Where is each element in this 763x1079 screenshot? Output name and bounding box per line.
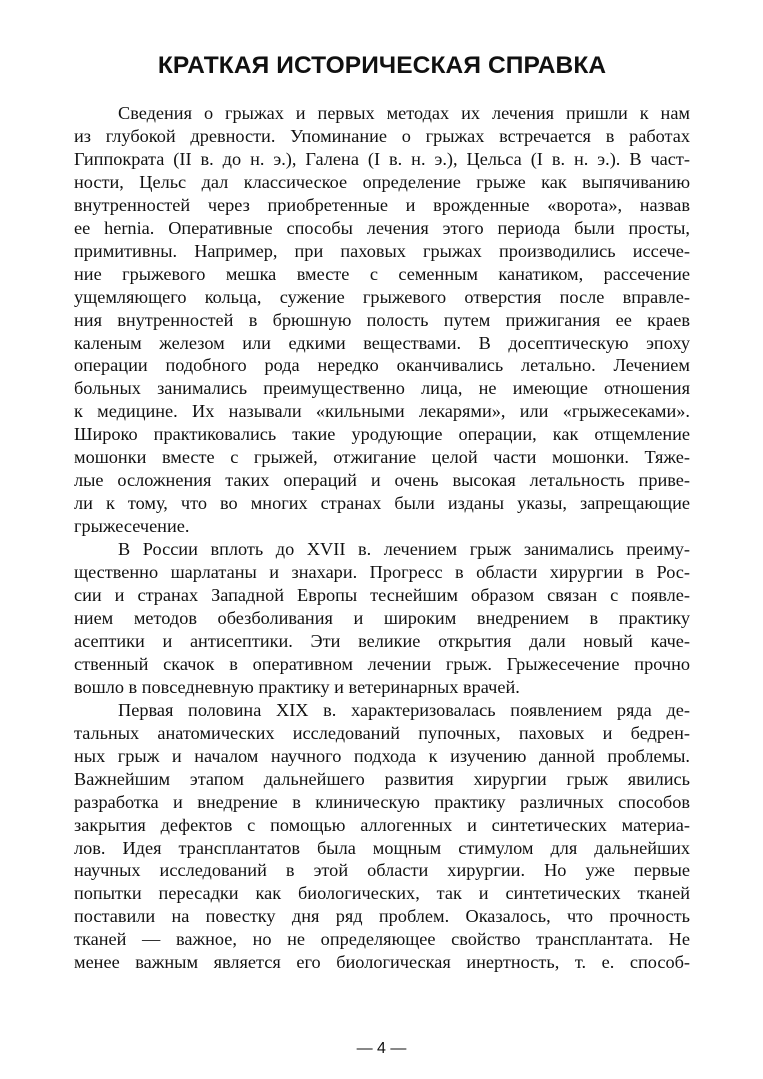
text-line: ности, Цельс дал классическое определение грыже как выпячиванию	[74, 171, 690, 192]
text-line: Гиппократа (II в. до н. э.), Галена (I в. н. э.), Цельса (I в. н. э.). В част-	[74, 148, 690, 169]
text-line: из глубокой древности. Упоминание о грыжах встречается в работах	[74, 125, 690, 146]
text-line: ние грыжевого мешка вместе с семенным канатиком, рассечение	[74, 263, 690, 284]
text-line: ли к тому, что во многих странах были изданы указы, запрещающие	[74, 493, 690, 514]
text-line: ее hernia. Оперативные способы лечения этого периода были просты,	[74, 217, 690, 238]
text-line: менее важным является его биологическая инертность, т. е. способ-	[74, 952, 690, 973]
text-line: нием методов обезболивания и широким внедрением в практику	[74, 607, 690, 628]
text-line: лые осложнения таких операций и очень высокая летальность приве-	[74, 470, 690, 491]
text-line: грыжесечение.	[74, 516, 190, 537]
text-line: разработка и внедрение в клиническую практику различных способов	[74, 791, 690, 812]
text-line: щественно шарлатаны и знахари. Прогресс в области хирургии в Рос-	[74, 562, 690, 583]
text-line: Широко практиковались такие уродующие операции, как отщемление	[74, 424, 690, 445]
text-line: Важнейшим этапом дальнейшего развития хирургии грыж явились	[74, 768, 690, 789]
paragraph	[74, 538, 690, 699]
text-line: к медицине. Их называли «кильными лекарями», или «грыжесеками».	[74, 401, 690, 422]
text-line: мошонки вместе с грыжей, отжигание целой части мошонки. Тяже-	[74, 447, 690, 468]
text-line: ственный скачок в оперативном лечении грыж. Грыжесечение прочно	[74, 653, 690, 674]
text-line: поставили на повестку дня ряд проблем. Оказалось, что прочность	[74, 906, 690, 927]
text-line: научных исследований в этой области хирургии. Но уже первые	[74, 860, 690, 881]
text-line: лов. Идея трансплантатов была мощным стимулом для дальнейших	[74, 837, 690, 858]
paragraph	[74, 102, 690, 538]
text-line: примитивны. Например, при паховых грыжах производились иссече-	[74, 240, 690, 261]
text-line: вошло в повседневную практику и ветеринарных врачей.	[74, 676, 520, 697]
text-line: ных грыж и началом научного подхода к изучению данной проблемы.	[74, 745, 690, 766]
text-line: тальных анатомических исследований пупочных, паховых и бедрен-	[74, 722, 690, 743]
text-line: ущемляющего кольца, сужение грыжевого отверстия после вправле-	[74, 286, 690, 307]
text-line: операции подобного рода нередко оканчивались летально. Лечением	[74, 355, 690, 376]
document-page	[74, 52, 690, 974]
text-line: Сведения о грыжах и первых методах их лечения пришли к нам	[118, 103, 690, 123]
text-line: каленым железом или едкими веществами. В досептическую эпоху	[74, 332, 690, 353]
paragraph	[74, 699, 690, 974]
text-line: внутренностей через приобретенные и врожденные «ворота», назвав	[74, 194, 690, 215]
text-line: тканей — важное, но не определяющее свойство трансплантата. Не	[74, 929, 690, 950]
page-title: КРАТКАЯ ИСТОРИЧЕСКАЯ СПРАВКА	[157, 52, 607, 79]
text-line: асептики и антисептики. Эти великие открытия дали новый каче-	[74, 630, 690, 651]
text-line: попытки пересадки как биологических, так и синтетических тканей	[74, 883, 690, 904]
text-line: закрытия дефектов с помощью аллогенных и синтетических материа-	[74, 814, 690, 835]
text-line: больных занимались преимущественно лица, не имеющие отношения	[74, 378, 690, 399]
text-line: Первая половина XIX в. характеризовалась появлением ряда де-	[118, 699, 690, 720]
text-line: сии и странах Западной Европы теснейшим образом связан с появле-	[74, 585, 690, 606]
text-line: В России вплоть до XVII в. лечением грыж занимались преиму-	[118, 539, 690, 560]
page-number: — 4 —	[356, 1040, 407, 1057]
body-text	[74, 102, 690, 974]
text-line: ния внутренностей в брюшную полость путем прижигания ее краев	[74, 309, 690, 330]
